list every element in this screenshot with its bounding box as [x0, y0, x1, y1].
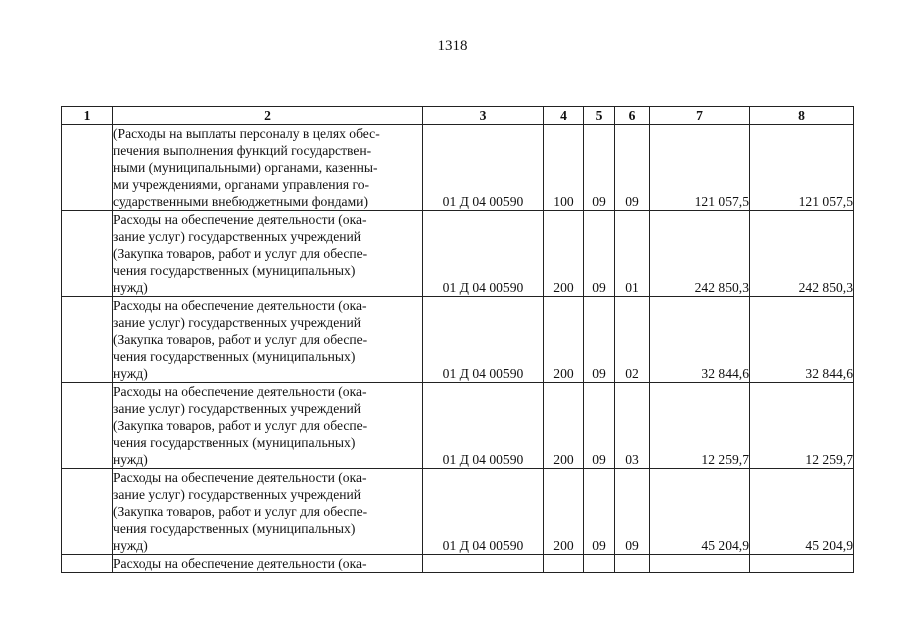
- column-header-7: 7: [650, 107, 750, 125]
- target-article-code: 01 Д 04 00590: [423, 383, 544, 469]
- expense-type-code: 200: [544, 211, 584, 297]
- subsection-code: 09: [615, 125, 650, 211]
- budget-table: [61, 106, 854, 573]
- description-line: нужд): [113, 366, 148, 381]
- expense-description: [113, 211, 423, 297]
- amount-column-7: 121 057,5: [650, 125, 750, 211]
- description-line: нужд): [113, 452, 148, 467]
- amount-column-8: [750, 555, 854, 573]
- description-line: (Закупка товаров, работ и услуг для обеспе-: [113, 504, 368, 519]
- row-index-cell: [62, 383, 113, 469]
- column-header-2: 2: [113, 107, 423, 125]
- description-line: Расходы на обеспечение деятельности (ока-: [113, 384, 367, 399]
- column-header-1: 1: [62, 107, 113, 125]
- table-row: [62, 125, 854, 211]
- description-line: Расходы на обеспечение деятельности (ока-: [113, 298, 367, 313]
- table-row: [62, 297, 854, 383]
- target-article-code: 01 Д 04 00590: [423, 469, 544, 555]
- section-code: [584, 555, 615, 573]
- amount-column-7: 32 844,6: [650, 297, 750, 383]
- table-header-row: [62, 107, 854, 125]
- description-line: (Закупка товаров, работ и услуг для обеспе-: [113, 332, 368, 347]
- description-line: зание услуг) государственных учреждений: [113, 229, 362, 244]
- amount-column-8: 121 057,5: [750, 125, 854, 211]
- section-code: 09: [584, 297, 615, 383]
- column-header-4: 4: [544, 107, 584, 125]
- description-line: Расходы на обеспечение деятельности (ока-: [113, 556, 367, 571]
- description-line: чения государственных (муниципальных): [113, 435, 356, 450]
- expense-description: [113, 125, 423, 211]
- description-line: зание услуг) государственных учреждений: [113, 315, 362, 330]
- description-line: сударственными внебюджетными фондами): [113, 194, 368, 209]
- amount-column-8: 242 850,3: [750, 211, 854, 297]
- target-article-code: 01 Д 04 00590: [423, 211, 544, 297]
- subsection-code: 01: [615, 211, 650, 297]
- expense-type-code: 200: [544, 297, 584, 383]
- amount-column-7: 12 259,7: [650, 383, 750, 469]
- amount-column-8: 45 204,9: [750, 469, 854, 555]
- description-line: (Закупка товаров, работ и услуг для обеспе-: [113, 418, 368, 433]
- description-line: (Закупка товаров, работ и услуг для обеспе-: [113, 246, 368, 261]
- expense-type-code: 200: [544, 469, 584, 555]
- description-line: Расходы на обеспечение деятельности (ока-: [113, 470, 367, 485]
- amount-column-8: 12 259,7: [750, 383, 854, 469]
- row-index-cell: [62, 297, 113, 383]
- subsection-code: 03: [615, 383, 650, 469]
- subsection-code: 02: [615, 297, 650, 383]
- description-line: зание услуг) государственных учреждений: [113, 401, 362, 416]
- column-header-8: 8: [750, 107, 854, 125]
- column-header-3: 3: [423, 107, 544, 125]
- section-code: 09: [584, 211, 615, 297]
- subsection-code: [615, 555, 650, 573]
- expense-description: [113, 383, 423, 469]
- expense-description: [113, 555, 423, 573]
- description-line: ми учреждениями, органами управления го-: [113, 177, 370, 192]
- row-index-cell: [62, 211, 113, 297]
- expense-type-code: [544, 555, 584, 573]
- table-row: [62, 383, 854, 469]
- page-number: 1318: [437, 38, 468, 54]
- table-row: [62, 211, 854, 297]
- amount-column-7: 45 204,9: [650, 469, 750, 555]
- section-code: 09: [584, 469, 615, 555]
- amount-column-7: 242 850,3: [650, 211, 750, 297]
- table-row: [62, 555, 854, 573]
- amount-column-7: [650, 555, 750, 573]
- subsection-code: 09: [615, 469, 650, 555]
- table-row: [62, 469, 854, 555]
- target-article-code: [423, 555, 544, 573]
- section-code: 09: [584, 125, 615, 211]
- description-line: Расходы на обеспечение деятельности (ока-: [113, 212, 367, 227]
- description-line: печения выполнения функций государствен-: [113, 143, 372, 158]
- description-line: ными (муниципальными) органами, казенны-: [113, 160, 378, 175]
- expense-description: [113, 469, 423, 555]
- description-line: чения государственных (муниципальных): [113, 349, 356, 364]
- description-line: чения государственных (муниципальных): [113, 521, 356, 536]
- amount-column-8: 32 844,6: [750, 297, 854, 383]
- description-line: зание услуг) государственных учреждений: [113, 487, 362, 502]
- expense-type-code: 100: [544, 125, 584, 211]
- row-index-cell: [62, 125, 113, 211]
- section-code: 09: [584, 383, 615, 469]
- row-index-cell: [62, 469, 113, 555]
- row-index-cell: [62, 555, 113, 573]
- column-header-5: 5: [584, 107, 615, 125]
- description-line: нужд): [113, 280, 148, 295]
- description-line: чения государственных (муниципальных): [113, 263, 356, 278]
- column-header-6: 6: [615, 107, 650, 125]
- target-article-code: 01 Д 04 00590: [423, 125, 544, 211]
- description-line: (Расходы на выплаты персоналу в целях обес-: [113, 126, 380, 141]
- expense-description: [113, 297, 423, 383]
- target-article-code: 01 Д 04 00590: [423, 297, 544, 383]
- description-line: нужд): [113, 538, 148, 553]
- expense-type-code: 200: [544, 383, 584, 469]
